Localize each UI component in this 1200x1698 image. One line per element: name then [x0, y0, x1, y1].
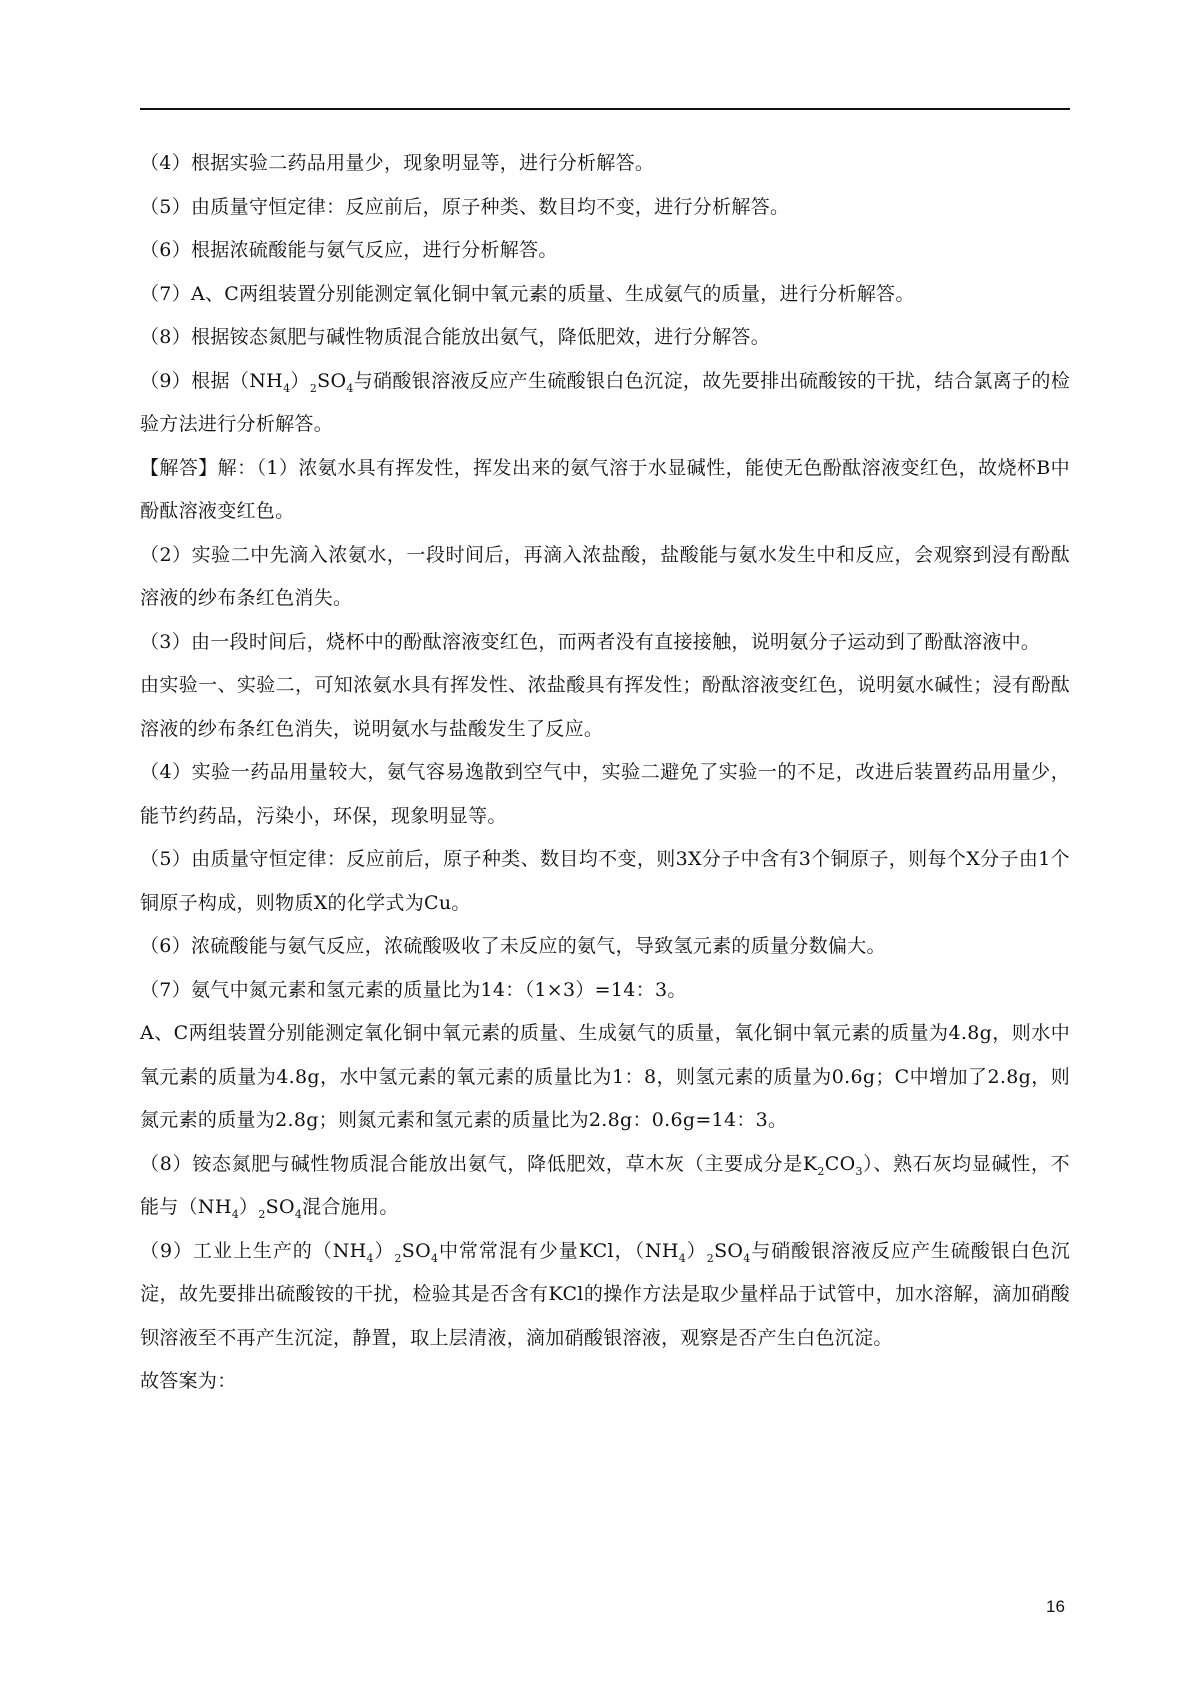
analysis-item-4: （4）根据实验二药品用量少，现象明显等，进行分析解答。: [140, 152, 655, 174]
answer-item-4: （4）实验一药品用量较大，氨气容易逸散到空气中，实验二避免了实验一的不足，改进后装置药品用量少，能节约药品，污染小，环保，现象明显等。: [140, 761, 1070, 827]
answer-item-6: （6）浓硫酸能与氨气反应，浓硫酸吸收了未反应的氨气，导致氢元素的质量分数偏大。: [140, 935, 886, 957]
analysis-item-9: （9）根据$(NH_4)_2SO_4$与硝酸银溶液反应产生硫酸银白色沉淀，故先要排出硫酸铵的干扰，结合氯离子的检验方法进行分析解答。: [140, 369, 1071, 435]
analysis-item-5: （5）由质量守恒定律：反应前后，原子种类、数目均不变，进行分析解答。: [140, 195, 790, 218]
answer-item-8: （8）铵态氮肥与碱性物质混合能放出氨气，降低肥效，草木灰（主要成分是$K_2CO_3$）、熟石灰均显碱性，不能与$(NH_4)_2SO_4$混合施用。: [140, 1152, 1070, 1221]
analysis-item-8: （8）根据铵态氮肥与碱性物质混合能放出氨气，降低肥效，进行分解答。: [140, 326, 770, 348]
analysis-item-6: （6）根据浓硫酸能与氨气反应，进行分析解答。: [140, 239, 558, 261]
answer-item-5: （5）由质量守恒定律：反应前后，原子种类、数目均不变，则3X分子中含有3个铜原子，则每个X分子由1个铜原子构成，则物质X的化学式为Cu。: [140, 848, 1070, 914]
answer-item-7: （7）氨气中氮元素和氢元素的质量比为14：（1×3）=14：3。: [140, 978, 687, 1001]
answer-item-2: （2）实验二中先滴入浓氨水，一段时间后，再滴入浓盐酸，盐酸能与氨水发生中和反应，会观察到浸有酚酞溶液的纱布条红色消失。: [140, 543, 1070, 609]
answer-item-3: （3）由一段时间后，烧杯中的酚酞溶液变红色，而两者没有直接接触，说明氨分子运动到了酚酞溶液中。: [140, 630, 1041, 653]
analysis-item-7: （7）A、C两组装置分别能测定氧化铜中氧元素的质量、生成氨气的质量，进行分析解答。: [140, 282, 915, 305]
answer-item-3-conclusion: 由实验一、实验二，可知浓氨水具有挥发性、浓盐酸具有挥发性；酚酞溶液变红色，说明氨水碱性；浸有酚酞溶液的纱布条红色消失，说明氨水与盐酸发生了反应。: [140, 674, 1070, 740]
header-rule: [140, 108, 1070, 110]
answer-item-9: （9）工业上生产的$(NH_4)_2SO_4$中常常混有少量KCl，$(NH_4)_2SO_4$与硝酸银溶液反应产生硫酸银白色沉淀，故先要排出硫酸铵的干扰，检验其是否含有KCl的操作方法是取少量样品于试管中，加水溶解，滴加硝酸钡溶液至不再产生沉淀，静置，取上层清液，滴加硝酸银溶液，观察是否产生白色沉淀。: [140, 1239, 1070, 1349]
page-body: [140, 142, 1070, 1404]
answer-item-1: 【解答】解：（1）浓氨水具有挥发性，挥发出来的氨气溶于水显碱性，能使无色酚酞溶液变红色，故烧杯B中酚酞溶液变红色。: [140, 456, 1070, 522]
answer-final-label: 故答案为：: [140, 1370, 237, 1392]
page-number: 16: [1046, 1597, 1065, 1616]
answer-item-7-calculation: A、C两组装置分别能测定氧化铜中氧元素的质量、生成氨气的质量，氧化铜中氧元素的质量为4.8g，则水中氧元素的质量为4.8g，水中氢元素的氧元素的质量比为1：8，则氢元素的质量为0.6g；C中增加了2.8g，则氮元素的质量为2.8g；则氮元素和氢元素的质量比为2.8g：0.6g=14：3。: [140, 1022, 1070, 1131]
